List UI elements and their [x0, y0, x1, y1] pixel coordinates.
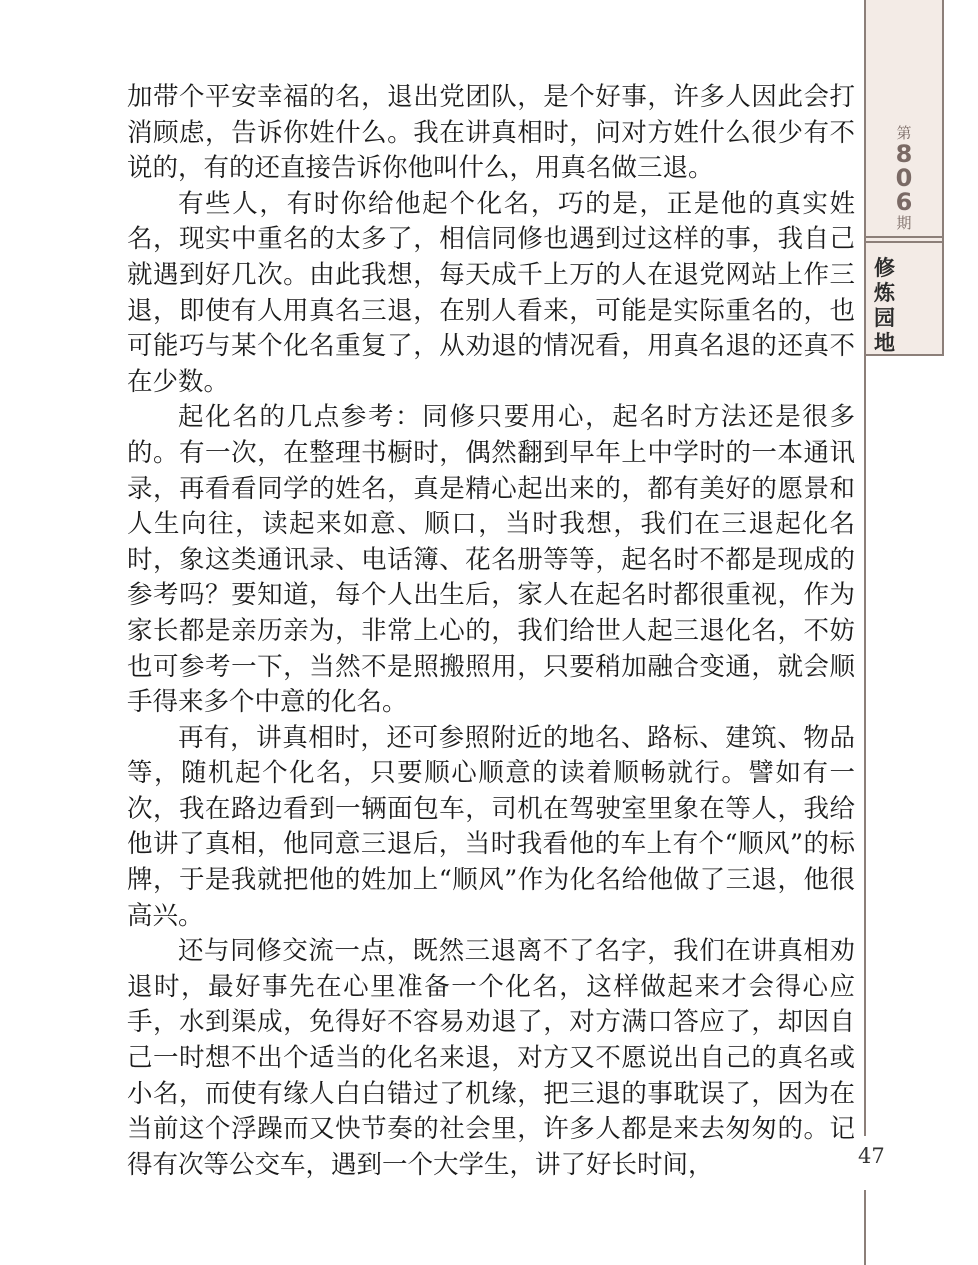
tab-divider: [866, 236, 942, 238]
issue-prefix: 第: [896, 124, 912, 142]
issue-digit: 6: [895, 188, 913, 216]
paragraph: 加带个平安幸福的名，退出党团队，是个好事，许多人因此会打消顾虑，告诉你姓什么。我在讲真相时，问对方姓什么很少有不说的，有的还直接告诉你他叫什么，用真名做三退。: [127, 82, 855, 184]
vertical-rule-bottom: [864, 1190, 866, 1265]
paragraph: 有些人，有时你给他起个化名，巧的是，正是他的真实姓名，现实中重名的太多了，相信同修也遇到过这样的事，我自己就遇到好几次。由此我想，每天成千上万的人在退党网站上作三退，即使有人用真名三退，在别人看来，可能是实际重名的，也可能巧与某个化名重复了，从劝退的情况看，用真名退的还真不在少数。: [127, 188, 855, 397]
page-number: 47: [858, 1144, 885, 1168]
article-body: [127, 80, 855, 1183]
issue-suffix: 期: [896, 214, 912, 232]
paragraph: 还与同修交流一点，既然三退离不了名字，我们在讲真相劝退时，最好事先在心里准备一个化名，这样做起来才会得心应手，水到渠成，免得好不容易劝退了，对方满口答应了，却因自己一时想不出个适当的化名来退，对方又不愿说出自己的真名或小名，而使有缘人白白错过了机缘，把三退的事耽误了，因为在当前这个浮躁而又快节奏的社会里，许多人都是来去匆匆的。记得有次等公交车，遇到一个大学生，讲了好长时间，: [127, 936, 855, 1180]
issue-label: [866, 124, 942, 232]
paragraph: 再有，讲真相时，还可参照附近的地名、路标、建筑、物品等，随机起个化名，只要顺心顺意的读着顺畅就行。譬如有一次，我在路边看到一辆面包车，司机在驾驶室里象在等人，我给他讲了真相，他同意三退后，当时我看他的车上有个“顺风”的标牌，于是我就把他的姓加上“顺风”作为化名给他做了三退，他很高兴。: [127, 722, 855, 931]
issue-digit: 0: [895, 164, 913, 192]
issue-digit: 8: [895, 140, 913, 168]
tab-divider: [866, 241, 942, 243]
section-title: 修炼园地: [874, 256, 895, 355]
paragraph: 起化名的几点参考：同修只要用心，起名时方法还是很多的。有一次，在整理书橱时，偶然翻到早年上中学时的一本通讯录，再看看同学的姓名，真是精心起出来的，都有美好的愿景和人生向往，读起来如意、顺口，当时我想，我们在三退起化名时，象这类通讯录、电话簿、花名册等等，起名时不都是现成的参考吗？要知道，每个人出生后，家人在起名时都很重视，作为家长都是亲历亲为，非常上心的，我们给世人起三退化名，不妨也可参考一下，当然不是照搬照用，只要稍加融合变通，就会顺手得来多个中意的化名。: [127, 402, 855, 718]
